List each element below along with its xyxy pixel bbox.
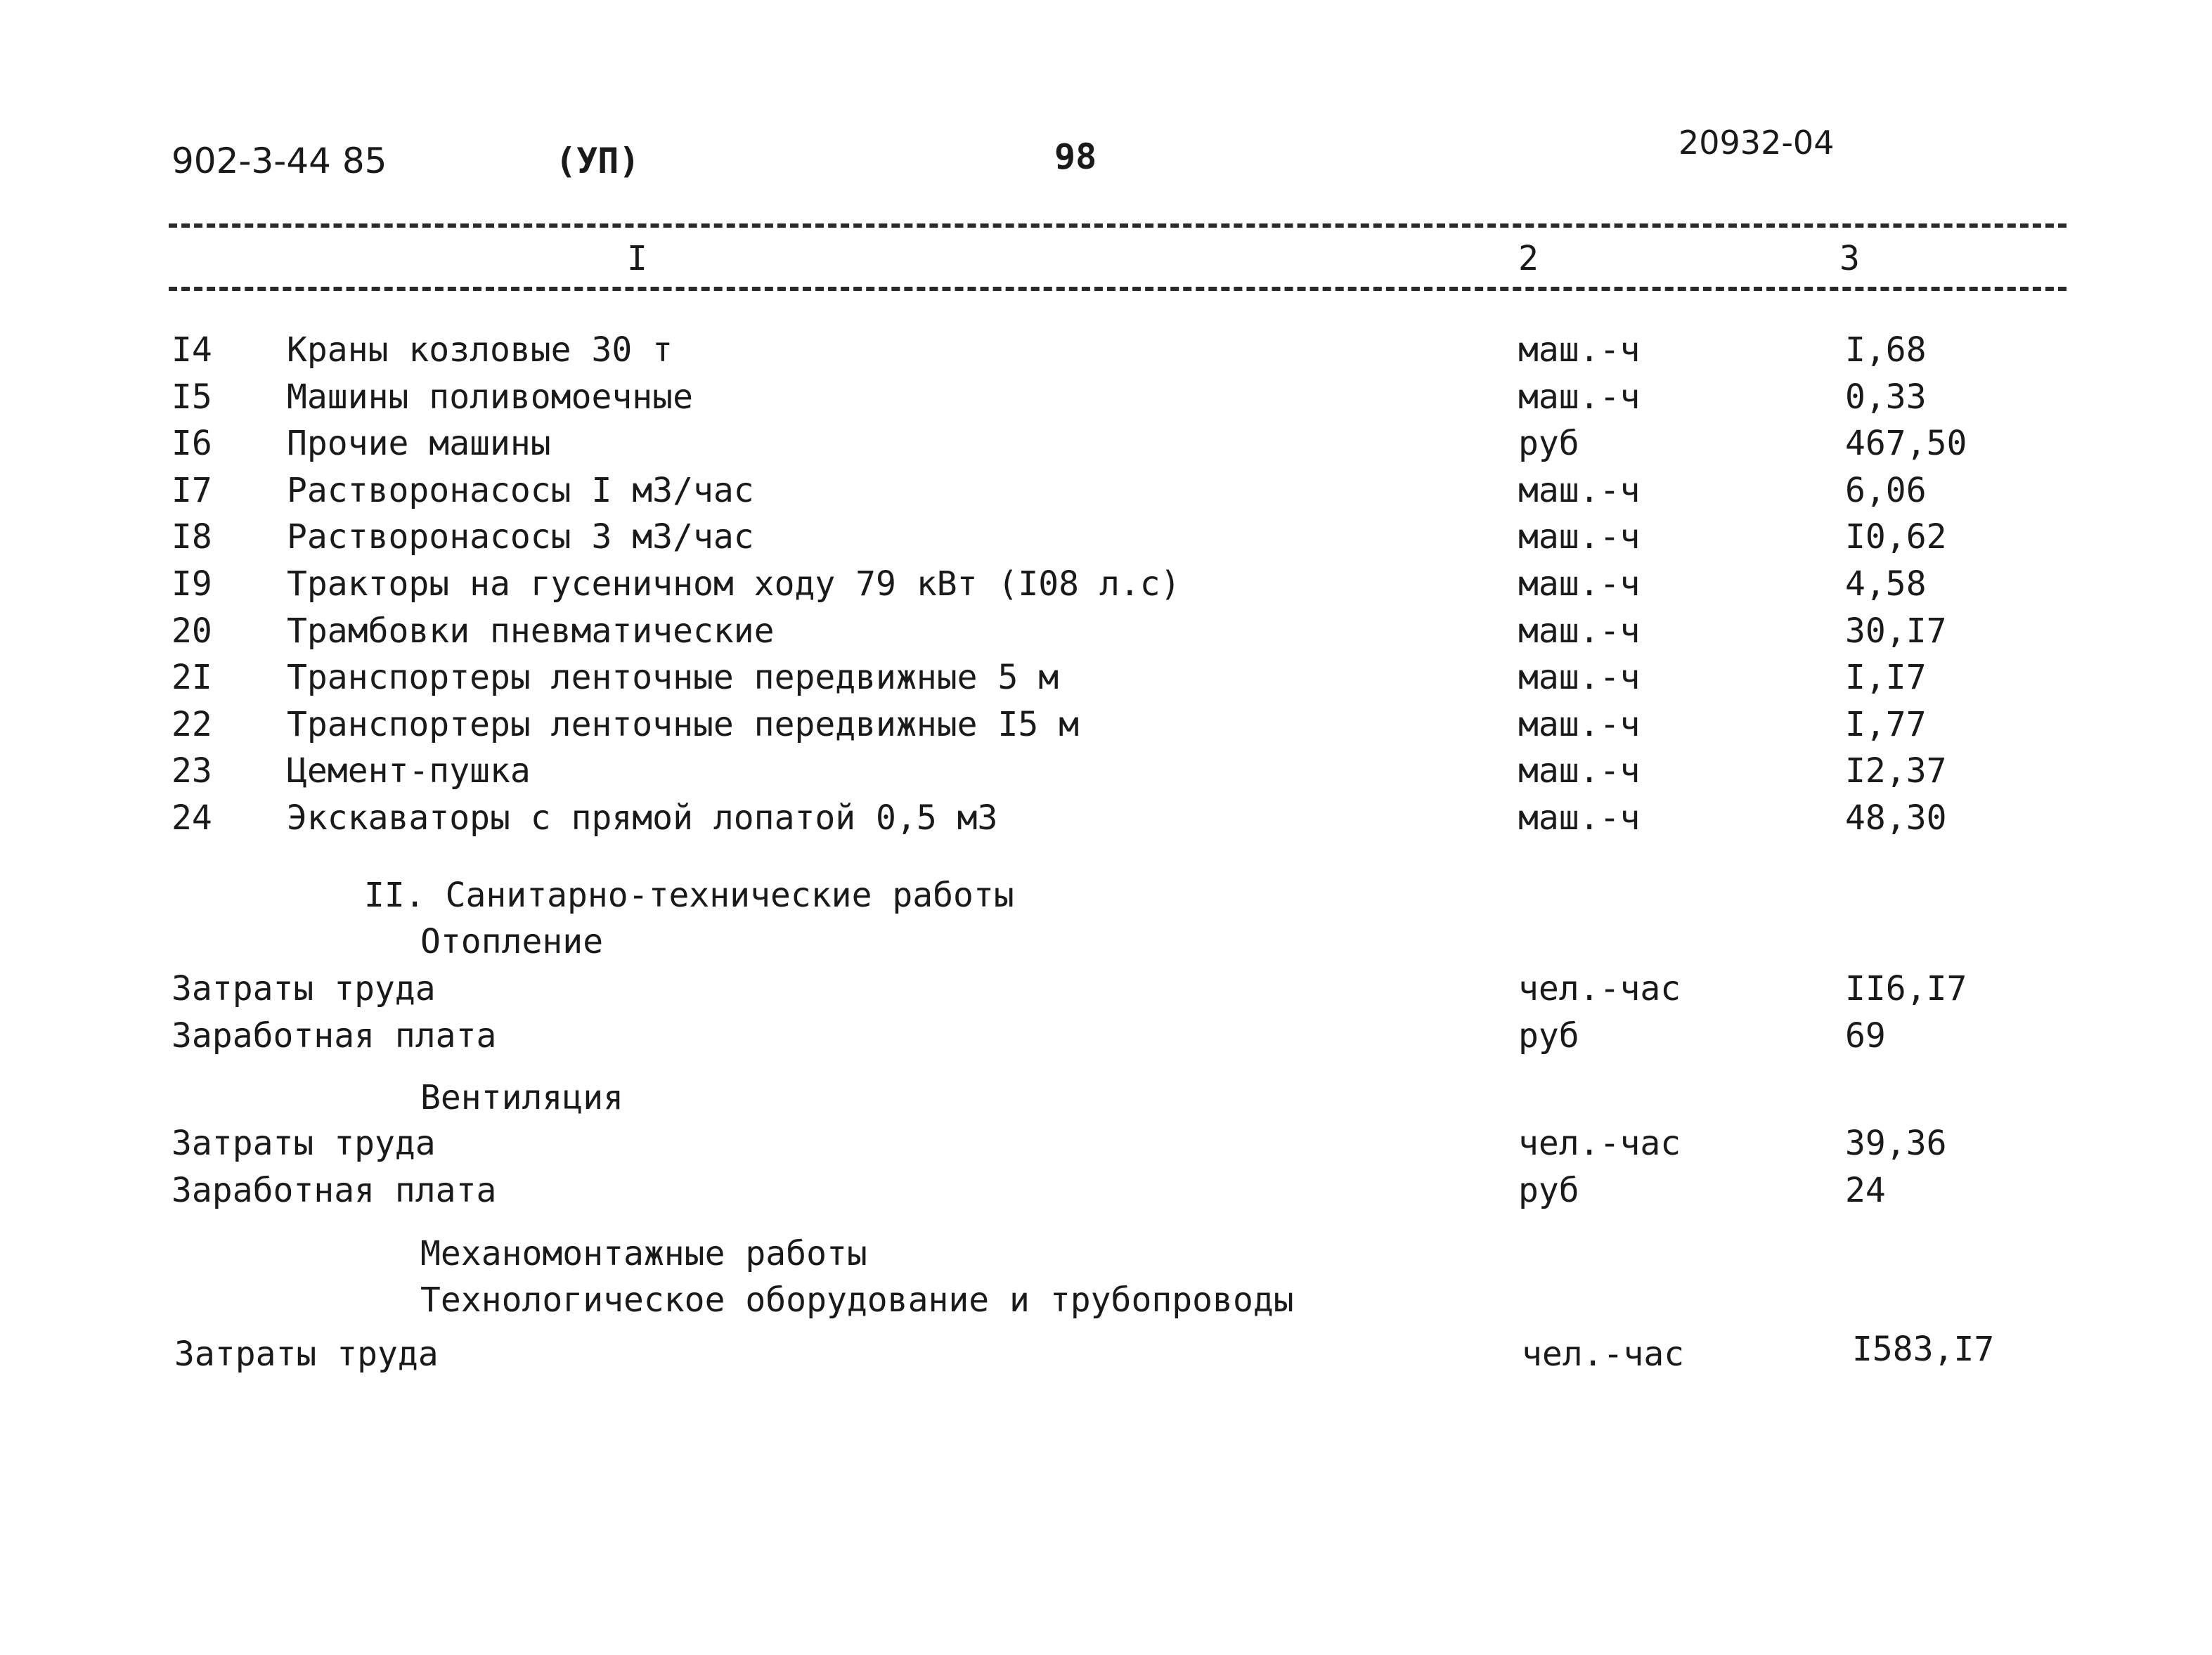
heating-wage-label: Заработная плата [172, 1016, 497, 1056]
row-number: I9 [172, 564, 212, 604]
row-value: I,I7 [1845, 658, 1927, 697]
mechanical-labor-value: I583,I7 [1852, 1330, 1995, 1369]
heating-labor-unit: чел.-час [1518, 969, 1681, 1008]
row-unit: маш.-ч [1518, 330, 1641, 370]
row-value: 0,33 [1845, 377, 1927, 417]
section-title: II. Санитарно-технические работы [364, 876, 1014, 915]
row-unit: руб [1518, 424, 1579, 463]
heating-wage-value: 69 [1845, 1016, 1886, 1056]
row-unit: маш.-ч [1518, 517, 1641, 557]
mechanical-labor-unit: чел.-час [1522, 1335, 1685, 1374]
row-name: Транспортеры ленточные передвижные I5 м [287, 705, 1080, 744]
row-number: 20 [172, 611, 212, 651]
row-name: Тракторы на гусеничном ходу 79 кВт (I08 л.с) [287, 564, 1181, 604]
row-unit: маш.-ч [1518, 658, 1641, 697]
row-name: Трамбовки пневматические [287, 611, 775, 651]
heating-labor-value: II6,I7 [1845, 969, 1967, 1008]
register-number: 20932-04 [1679, 124, 1835, 162]
row-number: 23 [172, 751, 212, 791]
ventilation-labor-unit: чел.-час [1518, 1124, 1681, 1163]
page-number: 98 [1054, 136, 1097, 177]
row-value: 30,I7 [1845, 611, 1947, 651]
album-marker: (УП) [555, 141, 640, 181]
ventilation-wage-value: 24 [1845, 1171, 1886, 1210]
row-number: I8 [172, 517, 212, 557]
row-unit: маш.-ч [1518, 798, 1641, 838]
ventilation-wage-unit: руб [1518, 1171, 1579, 1210]
row-unit: маш.-ч [1518, 564, 1641, 604]
row-name: Транспортеры ленточные передвижные 5 м [287, 658, 1059, 697]
subsection-heating-title: Отопление [420, 922, 604, 961]
row-number: I7 [172, 471, 212, 510]
heating-wage-unit: руб [1518, 1016, 1579, 1056]
row-value: I2,37 [1845, 751, 1947, 791]
ventilation-labor-label: Затраты труда [172, 1124, 436, 1163]
row-unit: маш.-ч [1518, 471, 1641, 510]
column-header-2: 2 [1518, 239, 1539, 278]
row-value: I0,62 [1845, 517, 1947, 557]
header-top-rule [169, 223, 2067, 228]
row-name: Машины поливомоечные [287, 377, 693, 417]
row-unit: маш.-ч [1518, 611, 1641, 651]
row-name: Прочие машины [287, 424, 551, 463]
row-name: Цемент-пушка [287, 751, 531, 791]
row-number: I6 [172, 424, 212, 463]
document-code: 902-3-44 85 [172, 141, 387, 181]
row-value: 48,30 [1845, 798, 1947, 838]
row-number: 24 [172, 798, 212, 838]
header-bottom-rule [169, 287, 2067, 291]
row-value: 467,50 [1845, 424, 1967, 463]
row-unit: маш.-ч [1518, 705, 1641, 744]
mechanical-labor-label: Затраты труда [174, 1335, 439, 1374]
mechanical-subtitle: Технологическое оборудование и трубопроводы [420, 1280, 1294, 1320]
mechanical-title: Механомонтажные работы [420, 1234, 867, 1273]
row-number: 2I [172, 658, 212, 697]
row-value: 4,58 [1845, 564, 1927, 604]
row-value: I,68 [1845, 330, 1927, 370]
row-name: Растворонасосы I м3/час [287, 471, 754, 510]
row-name: Растворонасосы 3 м3/час [287, 517, 754, 557]
heating-labor-label: Затраты труда [172, 969, 436, 1008]
row-unit: маш.-ч [1518, 377, 1641, 417]
ventilation-labor-value: 39,36 [1845, 1124, 1947, 1163]
row-number: I5 [172, 377, 212, 417]
row-number: 22 [172, 705, 212, 744]
column-header-1: I [627, 239, 647, 278]
subsection-ventilation-title: Вентиляция [420, 1078, 623, 1117]
column-header-3: 3 [1839, 239, 1860, 278]
row-value: I,77 [1845, 705, 1927, 744]
row-unit: маш.-ч [1518, 751, 1641, 791]
row-name: Экскаваторы с прямой лопатой 0,5 м3 [287, 798, 998, 838]
row-value: 6,06 [1845, 471, 1927, 510]
ventilation-wage-label: Заработная плата [172, 1171, 497, 1210]
row-name: Краны козловые 30 т [287, 330, 673, 370]
row-number: I4 [172, 330, 212, 370]
